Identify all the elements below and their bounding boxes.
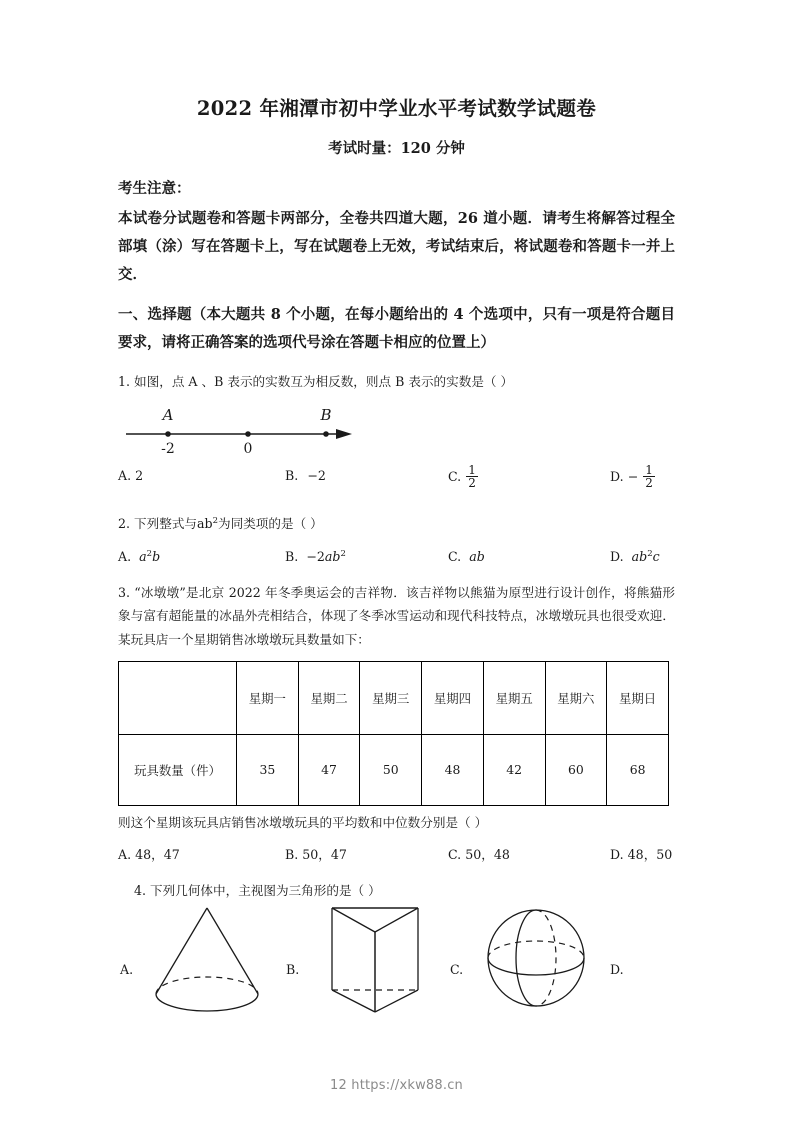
table-cell: 68 bbox=[607, 734, 669, 805]
question-4-option-a-label[interactable]: A. bbox=[120, 961, 134, 977]
question-1-stem bbox=[118, 370, 675, 393]
table-corner-cell bbox=[119, 661, 237, 734]
table-column-header: 星期五 bbox=[483, 661, 545, 734]
option-d-value: 48，50 bbox=[627, 846, 673, 862]
question-1-number: 1. bbox=[118, 374, 131, 390]
table-cell: 60 bbox=[545, 734, 607, 805]
question-4-option-d-label[interactable]: D. bbox=[610, 961, 624, 977]
table-cell: 48 bbox=[422, 734, 484, 805]
question-3-option-b[interactable] bbox=[285, 844, 347, 863]
option-a-label: A. bbox=[118, 846, 132, 862]
option-c-label: C. bbox=[448, 549, 462, 565]
section-heading-multiple-choice: 一、选择题（本大题共 8 个小题，在每小题给出的 4 个选项中，只有一项是符合题目要求，请将正确答案的选项代号涂在答题卡相应的位置上） bbox=[118, 305, 675, 351]
option-c-denominator: 2 bbox=[468, 476, 476, 491]
option-c-numerator: 1 bbox=[468, 462, 476, 477]
sphere-icon bbox=[476, 896, 596, 1024]
option-a-base2: b bbox=[152, 549, 161, 565]
question-2-option-b[interactable] bbox=[285, 549, 346, 564]
question-3-option-a[interactable] bbox=[118, 844, 180, 863]
option-d-fraction bbox=[643, 464, 655, 489]
option-b-exponent: 2 bbox=[340, 549, 346, 560]
option-d-label: D. bbox=[610, 846, 624, 862]
option-d-sign: − bbox=[627, 469, 639, 485]
question-4-option-c-label[interactable]: C. bbox=[450, 961, 464, 977]
table-column-header: 星期四 bbox=[422, 661, 484, 734]
option-a-label: A. bbox=[118, 467, 132, 483]
question-1-option-a[interactable] bbox=[118, 468, 143, 483]
question-1-text: 如图，点 A 、B 表示的实数互为相反数，则点 B 表示的实数是（ ） bbox=[134, 374, 514, 390]
question-3-text: “冰墩墩”是北京 2022 年冬季奥运会的吉祥物．该吉祥物以熊猫为原型进行设计创作，将熊猫形象与富有超能量的冰晶外壳相结合，体现了冬季冰雪运动和现代科技特点，冰墩墩玩具也很受欢迎．某玩具店一个星期销售冰墩墩玩具数量如下： bbox=[118, 585, 675, 647]
question-2-option-d[interactable] bbox=[610, 549, 660, 564]
option-b-coefficient: −2 bbox=[306, 549, 325, 565]
question-4-number: 4. bbox=[134, 882, 147, 898]
option-a-exponent: 2 bbox=[146, 549, 153, 560]
question-3-option-d[interactable] bbox=[610, 844, 672, 863]
question-4-options bbox=[118, 910, 675, 1028]
table-column-header: 星期二 bbox=[298, 661, 360, 734]
table-column-header: 星期一 bbox=[237, 661, 299, 734]
question-1-option-b[interactable] bbox=[285, 468, 326, 483]
question-3-number: 3. bbox=[118, 585, 131, 601]
table-column-header: 星期日 bbox=[607, 661, 669, 734]
page-content bbox=[118, 0, 675, 1028]
question-1-options bbox=[118, 462, 675, 500]
option-c-label: C. bbox=[448, 469, 462, 485]
question-2-math-term: ab bbox=[197, 515, 213, 531]
option-c-label: C. bbox=[448, 846, 462, 862]
question-3-after-table-text: 则这个星期该玩具店销售冰墩墩玩具的平均数和中位数分别是（ ） bbox=[118, 814, 488, 830]
number-line-value-zero: 0 bbox=[243, 440, 253, 457]
notice-heading: 考生注意： bbox=[118, 180, 191, 198]
question-3-options bbox=[118, 844, 675, 866]
option-d-label: D. bbox=[610, 469, 624, 485]
table-row bbox=[119, 734, 669, 805]
question-2-stem bbox=[118, 512, 675, 535]
question-1-option-d[interactable] bbox=[610, 462, 656, 491]
triangular-prism-icon bbox=[314, 898, 444, 1024]
page-title: 2022 年湘潭市初中学业水平考试数学试题卷 bbox=[196, 97, 597, 120]
number-line-svg bbox=[118, 398, 378, 468]
question-2-option-c[interactable] bbox=[448, 549, 485, 564]
cone-icon bbox=[142, 902, 272, 1022]
option-b-label: B. bbox=[285, 846, 299, 862]
question-3-data-table bbox=[118, 661, 669, 806]
table-cell: 50 bbox=[360, 734, 422, 805]
option-d-exponent: 2 bbox=[647, 549, 653, 560]
question-2-math-exponent: 2 bbox=[212, 515, 219, 526]
table-header-row bbox=[119, 661, 669, 734]
option-d-base: ab bbox=[631, 549, 648, 565]
table-cell: 42 bbox=[483, 734, 545, 805]
option-a-value: 48，47 bbox=[135, 846, 180, 862]
exam-duration-subtitle: 考试时量：120 分钟 bbox=[328, 140, 465, 158]
option-a-base: a bbox=[139, 549, 147, 565]
option-b-value: −2 bbox=[307, 467, 326, 483]
table-column-header: 星期三 bbox=[360, 661, 422, 734]
question-2-number: 2. bbox=[118, 515, 131, 531]
option-b-label: B. bbox=[285, 467, 299, 483]
number-line-point-b-label: B bbox=[320, 405, 332, 424]
question-4-option-b-label[interactable]: B. bbox=[286, 961, 300, 977]
table-column-header: 星期六 bbox=[545, 661, 607, 734]
option-b-base: ab bbox=[324, 549, 341, 565]
number-line-value-minus-2: -2 bbox=[161, 440, 175, 457]
option-d-numerator: 1 bbox=[645, 462, 653, 477]
question-3-option-c[interactable] bbox=[448, 844, 510, 863]
option-c-fraction bbox=[466, 464, 478, 489]
option-c-base: ab bbox=[469, 549, 485, 565]
option-b-value: 50，47 bbox=[302, 846, 347, 862]
question-2-text-suffix: 为同类项的是（ ） bbox=[218, 515, 323, 531]
footer-watermark: 12 https://xkw88.cn bbox=[330, 1078, 463, 1093]
option-a-label: A. bbox=[118, 549, 132, 565]
option-a-value: 2 bbox=[135, 467, 144, 483]
question-4-text: 下列几何体中，主视图为三角形的是（ ） bbox=[150, 882, 381, 898]
number-line-point-a-label: A bbox=[162, 405, 174, 424]
option-d-denominator: 2 bbox=[645, 476, 653, 491]
question-2-option-a[interactable] bbox=[118, 549, 160, 564]
option-d-base2: c bbox=[652, 549, 660, 565]
question-3-stem bbox=[118, 581, 675, 651]
question-2-options bbox=[118, 549, 675, 571]
question-2-text-prefix: 下列整式与 bbox=[134, 515, 198, 531]
option-d-label: D. bbox=[610, 549, 624, 565]
table-cell: 35 bbox=[237, 734, 299, 805]
question-1-number-line-figure bbox=[118, 398, 675, 468]
table-row-label: 玩具数量（件） bbox=[119, 734, 237, 805]
table-cell: 47 bbox=[298, 734, 360, 805]
option-b-label: B. bbox=[285, 549, 299, 565]
option-c-value: 50，48 bbox=[465, 846, 510, 862]
question-1-option-c[interactable] bbox=[448, 462, 479, 491]
notice-body: 本试卷分试题卷和答题卡两部分，全卷共四道大题，26 道小题．请考生将解答过程全部填（涂）写在答题卡上，写在试题卷上无效，考试结束后，将试题卷和答题卡一并上交． bbox=[118, 210, 675, 283]
